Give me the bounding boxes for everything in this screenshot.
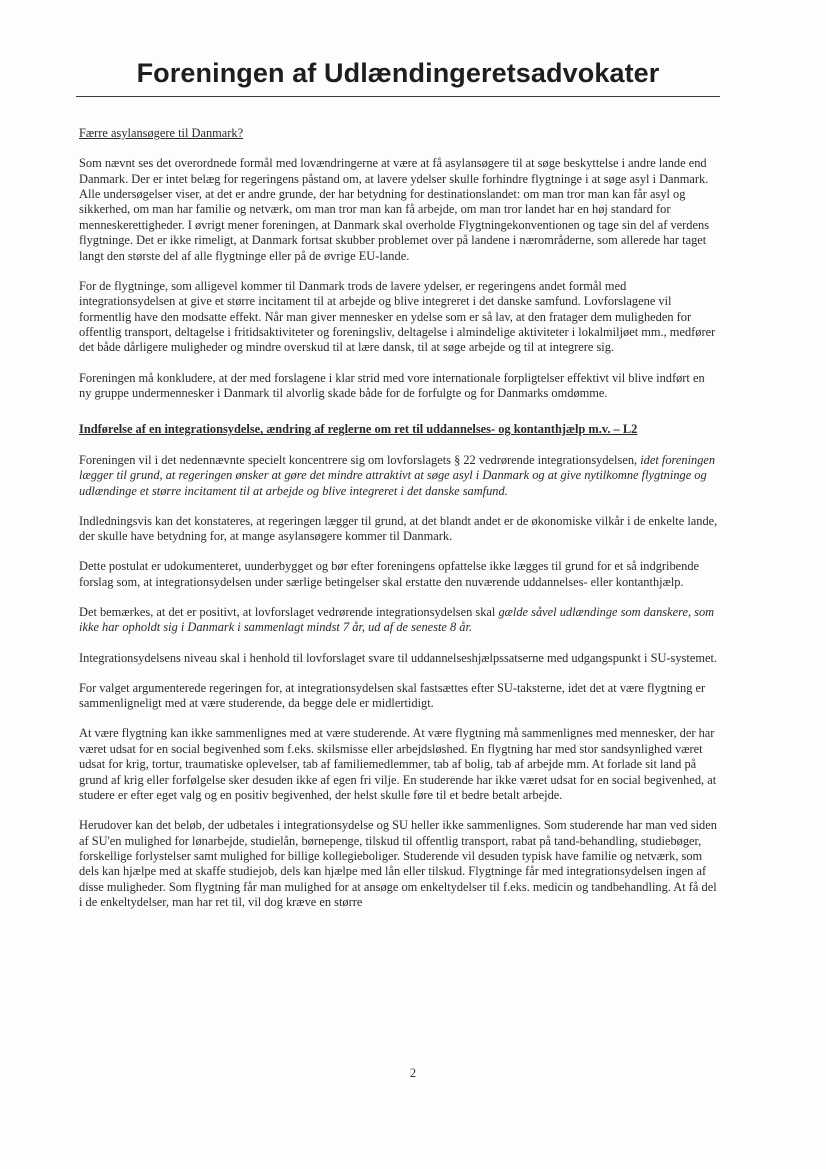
paragraph: Herudover kan det beløb, der udbetales i integrationsydelse og SU heller ikke sammenlignes. Som studerende har man ved siden af SU'en mulighed for lønarbejde, studielån, børnepenge, tilskud til offentlig transport, rabat på tand-behandling, studiebøger, forskellige forlystelser samt mulighed for billige kollegieboliger. Studerende vil desuden typisk have familie og netværk, som dels kan hjælpe med at skaffe studiejob, dels kan hjælpe med lån eller tilskud. Flygtninge får med integrationsydelsen ingen af disse muligheder. Som flygtning får man mulighed for at ansøge om enkeltydelser til f.eks. medicin og tandbehandling. At få del i de enkeltydelser, man har ret til, vil dog kræve en større xyxy=(79,818,717,910)
paragraph: Indledningsvis kan det konstateres, at regeringen lægger til grund, at det blandt andet er de økonomiske vilkår i de enkelte lande, der skulle have betydning for, at mange asylansøgere kommer til Danmark. xyxy=(79,513,718,544)
paragraph: Foreningen må konkludere, at der med forslagene i klar strid med vore internationale forpligtelser effektivt vil blive indført en ny gruppe undermennesker i Danmark til alvorlig skade både for de forfulgte og for Danmarks omdømme. xyxy=(79,370,705,401)
paragraph: At være flygtning kan ikke sammenlignes med at være studerende. At være flygtning må sammenlignes med mennesker, der har været udsat for en social begivenhed som f.eks. skilsmisse eller arbejdsløshed. En flygtning har med stor sandsynlighed været udsat for krig, tortur, traumatiske oplevelser, tab af familiemedlemmer, tab af bolig, tab af arbejde mm. At forlade sit land på grund af krig eller forfølgelse sker desuden ikke af egen fri vilje. En studerende har ikke været udsat for en social begivenhed, at studere er efter eget valg og en positiv begivenhed, der helst skulle føre til et bedre betalt arbejde. xyxy=(79,726,717,802)
paragraph: For valget argumenterede regeringen for, at integrationsydelsen skal fastsættes efter SU-taksterne, idet det at være flygtning er sammenligneligt med at være studerende, da begge dele er midlertidigt. xyxy=(79,680,706,711)
paragraph: For de flygtninge, som alligevel kommer til Danmark trods de lavere ydelser, er regeringens andet formål med integrationsydelsen at give et større incitament til at arbejde og blive integreret i det danske samfund. Lovforslagene vil formentlig have den modsatte effekt. Når man giver mennesker en ydelse som er så lav, at den fratager dem muligheden for offentlig transport, deltagelse i fritidsaktiviteter og foreningsliv, deltagelse i almindelige aktiviteter i lokalmiljøet mm., medfører det både dårligere muligheder og mindre overskud til at lære dansk, til at søge arbejde og til at integrere sig. xyxy=(79,278,716,355)
document-body xyxy=(79,126,720,925)
section-heading: Indførelse af en integrationsydelse, ændring af reglerne om ret til uddannelses- og kontanthjælp m.v. – L2 xyxy=(79,422,638,437)
page-number: 2 xyxy=(409,1066,417,1080)
paragraph-text: Foreningen vil i det nedennævnte specielt koncentrere sig om lovforslagets § 22 vedrørende integrationsydelsen, xyxy=(79,452,641,467)
paragraph-text: Det bemærkes, at det er positivt, at lovforslaget vedrørende integrationsydelsen skal xyxy=(79,604,499,619)
paragraph-italic-text: gælde såvel udlændinge som danskere, som ikke har opholdt sig i Danmark i sammenlagt mindst 7 år, ud af de seneste 8 år. xyxy=(79,604,715,635)
paragraph xyxy=(79,605,720,636)
paragraph: Dette postulat er udokumenteret, uunderbygget og bør efter foreningens opfattelse ikke lægges til grund for et så indgribende forslag som, at integrationsydelsen under særlige betingelser skal erstatte den nuværende uddannelses- eller kontanthjælp. xyxy=(79,559,700,589)
subheading: Færre asylansøgere til Danmark? xyxy=(79,126,244,140)
paragraph-italic-text: idet foreningen lægger til grund, at regeringen ønsker at gøre det mindre attraktivt at søge asyl i Danmark og at give nytilkomne flygtninge og udlændinge et større incitament til at arbejde og blive integreret i det danske samfund. xyxy=(79,452,716,498)
letterhead-title: Foreningen af Udlændingeretsadvokater xyxy=(136,58,660,88)
header-divider xyxy=(76,96,720,97)
paragraph: Integrationsydelsens niveau skal i henhold til lovforslaget svare til uddannelseshjælpssatserne med udgangspunkt i SU-systemet. xyxy=(79,650,718,665)
paragraph: Som nævnt ses det overordnede formål med lovændringerne at være at få asylansøgere til at søge beskyttelse i andre lande end Danmark. Der er intet belæg for regeringens påstand om, at lavere ydelser skulle forhindre flygtninge i at søge asyl i Danmark. Alle undersøgelser viser, at det er andre grunde, der har betydning for destinationslandet: om man tror man kan får asyl og sikkerhed, om man har familie og netværk, om man tror man kan få arbejde, om man tror landet har en høj standard for menneskerettigheder. I øvrigt mener foreningen, at Danmark skal overholde Flygtningekonventionen og tage sin del af verdens flygtninge. Det er ikke rimeligt, at Danmark fortsat skubber problemet over på landene i nærområderne, som allerede har taget langt den største del af alle flygtninge eller på de øvrige EU-lande. xyxy=(79,156,710,263)
paragraph xyxy=(79,453,720,499)
